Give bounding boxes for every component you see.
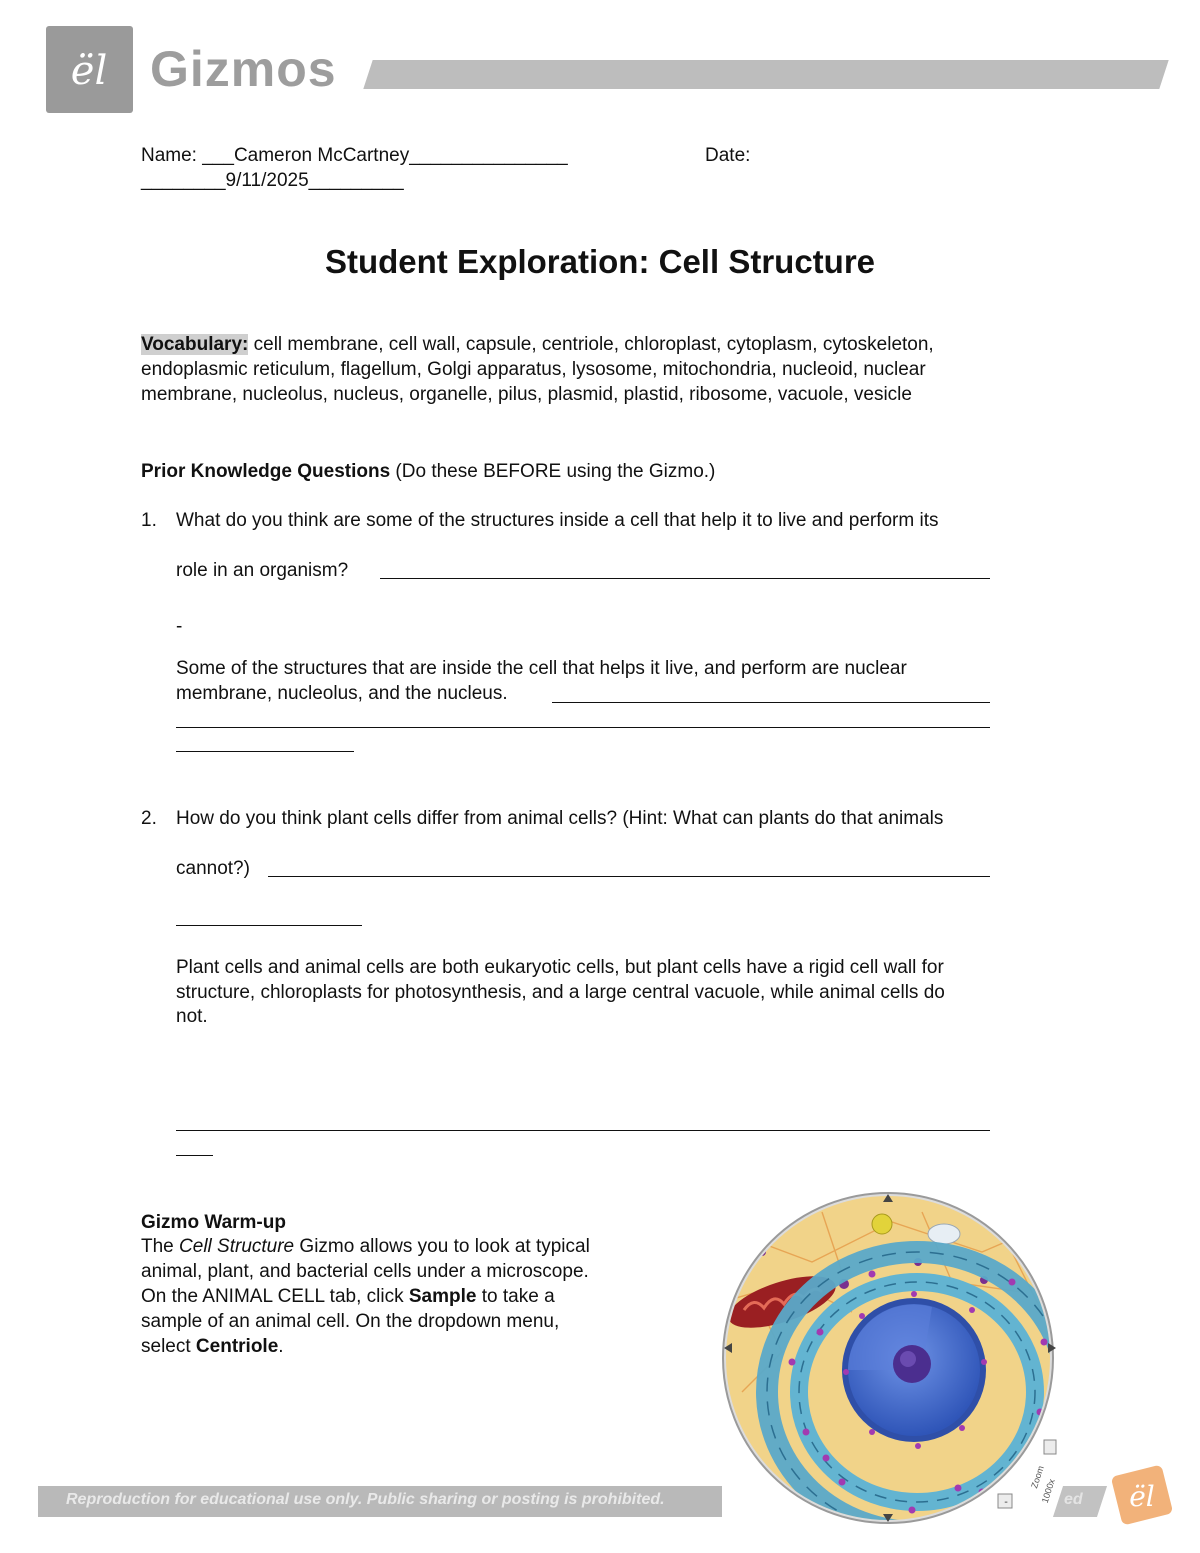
warmup-line-5: select Centriole. bbox=[141, 1336, 284, 1357]
el-logo-icon bbox=[46, 26, 133, 113]
warmup-line-3: On the ANIMAL CELL tab, click Sample to take a bbox=[141, 1286, 555, 1307]
answer-line bbox=[176, 727, 990, 728]
question-1-text-2: role in an organism? bbox=[176, 560, 349, 581]
question-1-number: 1. bbox=[141, 510, 157, 531]
question-1-text: What do you think are some of the structures inside a cell that help it to live and perform its bbox=[176, 510, 939, 531]
prior-knowledge-heading: Prior Knowledge Questions (Do these BEFORE using the Gizmo.) bbox=[141, 461, 716, 482]
svg-text:-: - bbox=[1004, 1497, 1008, 1508]
warmup-line-1: The Cell Structure Gizmo allows you to look at typical bbox=[141, 1236, 590, 1257]
answer-line bbox=[380, 578, 990, 579]
answer-line bbox=[176, 1130, 990, 1131]
answer-line bbox=[552, 702, 990, 703]
question-2-answer-2: structure, chloroplasts for photosynthesis, and a large central vacuole, while animal cells do bbox=[176, 982, 945, 1003]
el-badge-icon bbox=[1108, 1464, 1176, 1526]
answer-line bbox=[176, 751, 354, 752]
vocabulary-line-3: membrane, nucleolus, nucleus, organelle, pilus, plasmid, plastid, ribosome, vacuole, vesicle bbox=[141, 384, 912, 405]
footer-fragment: ed bbox=[1064, 1491, 1083, 1508]
question-1-dash: - bbox=[176, 616, 183, 637]
header-banner bbox=[363, 60, 1168, 89]
zoom-label: Zoom bbox=[1029, 1464, 1046, 1490]
question-2-number: 2. bbox=[141, 808, 157, 829]
answer-line bbox=[268, 876, 990, 877]
warmup-line-4: sample of an animal cell. On the dropdown menu, bbox=[141, 1311, 560, 1332]
gizmos-logo bbox=[46, 26, 133, 113]
answer-line bbox=[176, 925, 362, 926]
warmup-line-2: animal, plant, and bacterial cells under a microscope. bbox=[141, 1261, 589, 1282]
footer-notice: Reproduction for educational use only. Public sharing or posting is prohibited. bbox=[66, 1491, 665, 1508]
vocabulary-line-2: endoplasmic reticulum, flagellum, Golgi apparatus, lysosome, mitochondria, nucleoid, nuclear bbox=[141, 359, 926, 380]
microscope-view bbox=[722, 1192, 1058, 1524]
name-line: Name: ___Cameron McCartney_______________ bbox=[141, 145, 568, 166]
question-2-text-2: cannot?) bbox=[176, 858, 250, 879]
page-title: Student Exploration: Cell Structure bbox=[324, 243, 876, 280]
question-2-text: How do you think plant cells differ from animal cells? (Hint: What can plants do that animals bbox=[176, 808, 944, 829]
date-line: ________9/11/2025_________ bbox=[141, 170, 404, 191]
question-2-answer-1: Plant cells and animal cells are both eukaryotic cells, but plant cells have a rigid cell wall for bbox=[176, 957, 944, 978]
answer-line bbox=[176, 1155, 213, 1156]
vocabulary-label: Vocabulary: bbox=[141, 334, 249, 355]
question-1-answer-2: membrane, nucleolus, and the nucleus. bbox=[176, 683, 508, 704]
question-2-answer-3: not. bbox=[176, 1006, 208, 1027]
zoom-value: 1000x bbox=[1039, 1477, 1057, 1505]
date-label: Date: bbox=[705, 145, 751, 166]
warmup-heading: Gizmo Warm-up bbox=[141, 1212, 286, 1233]
svg-text:ël: ël bbox=[70, 48, 108, 94]
vocabulary-line-1: Vocabulary: cell membrane, cell wall, capsule, centriole, chloroplast, cytoplasm, cytoskeleton, bbox=[141, 334, 934, 355]
brand-name: Gizmos bbox=[150, 41, 337, 97]
question-1-answer-1: Some of the structures that are inside the cell that helps it live, and perform are nuclear bbox=[176, 658, 907, 679]
svg-text:ël: ël bbox=[1129, 1480, 1155, 1513]
